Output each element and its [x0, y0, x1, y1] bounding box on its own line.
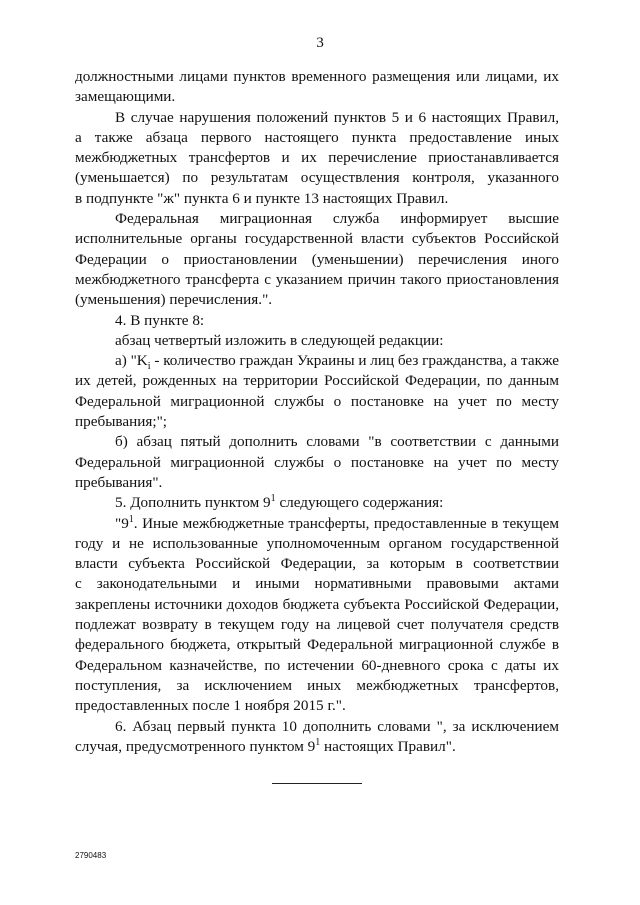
line-text: 6. Абзац первый пункта 10 дополнить словами ", за исключением [115, 717, 559, 735]
line-text: с законодательными и иными нормативными правовыми актами [75, 575, 559, 593]
text-line [75, 168, 559, 188]
line-text-continued: . Иные межбюджетные трансферты, предоставленные в текущем [133, 514, 559, 532]
text-line [75, 371, 559, 391]
text-line [75, 392, 559, 412]
line-text: б) абзац пятый дополнить словами "в соответствии с данными [115, 433, 559, 451]
line-text: "9 [115, 514, 129, 532]
line-text-continued: следующего содержания: [275, 494, 444, 512]
text-line [75, 615, 559, 635]
text-line [75, 554, 559, 574]
text-line [75, 493, 559, 513]
line-text: а) "K [115, 352, 148, 370]
line-text: случая, предусмотренного пунктом 9 [75, 737, 316, 755]
text-line [75, 717, 559, 737]
line-text: исполнительные органы государственной власти субъектов Российской [75, 230, 559, 248]
line-text: власти субъекта Российской Федерации, за которым в соответствии [75, 555, 559, 573]
line-text: Федеральная миграционная служба информирует высшие [115, 210, 559, 228]
line-text: в подпункте "ж" пункта 6 и пункте 13 настоящих Правил. [75, 189, 449, 207]
text-line [75, 209, 559, 229]
text-line [75, 67, 559, 87]
document-body [75, 67, 559, 757]
line-text: Федеральной миграционной службы о постановке на учет по месту [75, 453, 559, 471]
line-text: Федерации о приостановлении (уменьшении) перечисления иного [75, 250, 559, 268]
text-line [75, 148, 559, 168]
text-line [75, 737, 559, 757]
text-line [75, 656, 559, 676]
text-line [75, 250, 559, 270]
text-line [75, 331, 559, 351]
line-text: закреплены источники доходов бюджета субъекта Российской Федерации, [75, 595, 559, 613]
text-line [75, 595, 559, 615]
line-text: Федеральной миграционной службы о постановке на учет по месту [75, 392, 559, 410]
line-text: межбюджетного трансферта с указанием причин такого приостановления [75, 270, 559, 288]
text-line [75, 412, 559, 432]
line-text-continued: настоящих Правил". [320, 737, 456, 755]
text-line [75, 351, 559, 371]
text-line [75, 189, 559, 209]
text-line [75, 87, 559, 107]
line-text: (уменьшения) перечисления.". [75, 291, 273, 309]
text-line [75, 270, 559, 290]
superscript-text: 1 [315, 736, 321, 748]
text-line [75, 108, 559, 128]
text-line [75, 311, 559, 331]
line-text: а также абзаца первого настоящего пункта предоставление иных [75, 128, 559, 146]
text-line [75, 229, 559, 249]
line-text: их детей, рожденных на территории Российской Федерации, по данным [75, 372, 559, 390]
line-text: (уменьшается) по результатам осуществления контроля, указанного [75, 169, 559, 187]
line-text: межбюджетных трансфертов и их перечисление приостанавливается [75, 149, 559, 167]
page-number: 3 [316, 34, 324, 51]
line-text: поступления, за исключением иных межбюджетных трансфертов, [75, 676, 559, 694]
subscript-text: i [147, 361, 151, 373]
text-line [75, 290, 559, 310]
text-line [75, 635, 559, 655]
line-text: предоставленных после 1 ноября 2015 г.". [75, 697, 346, 715]
superscript-text: 1 [128, 513, 134, 525]
text-line [75, 128, 559, 148]
line-text: году и не использованные уполномоченным органом государственной [75, 534, 559, 552]
text-line [75, 696, 559, 716]
text-line [75, 676, 559, 696]
line-text: замещающими. [75, 88, 176, 106]
text-line [75, 574, 559, 594]
document-code: 2790483 [75, 851, 107, 860]
line-text: 4. В пункте 8: [115, 311, 205, 329]
line-text: подлежат возврату в текущем году на лицевой счет получателя средств [75, 616, 559, 634]
text-line [75, 453, 559, 473]
line-text-continued: - количество граждан Украины и лиц без гражданства, а также [150, 352, 559, 370]
line-text: должностными лицами пунктов временного размещения или лицами, их [75, 68, 559, 85]
line-text: абзац четвертый изложить в следующей редакции: [115, 331, 444, 349]
line-text: федерального бюджета, открытый Федеральной миграционной службе в [75, 636, 559, 654]
line-text: пребывания;"; [75, 413, 167, 431]
line-text: 5. Дополнить пунктом 9 [115, 494, 271, 512]
text-line [75, 534, 559, 554]
text-line [75, 514, 559, 534]
line-text: Федеральном казначействе, по истечении 60-дневного срока с даты их [75, 656, 559, 674]
footer-rule [272, 783, 362, 784]
superscript-text: 1 [270, 493, 276, 505]
text-line [75, 432, 559, 452]
text-line [75, 473, 559, 493]
line-text: пребывания". [75, 473, 163, 491]
line-text: В случае нарушения положений пунктов 5 и 6 настоящих Правил, [115, 108, 559, 126]
